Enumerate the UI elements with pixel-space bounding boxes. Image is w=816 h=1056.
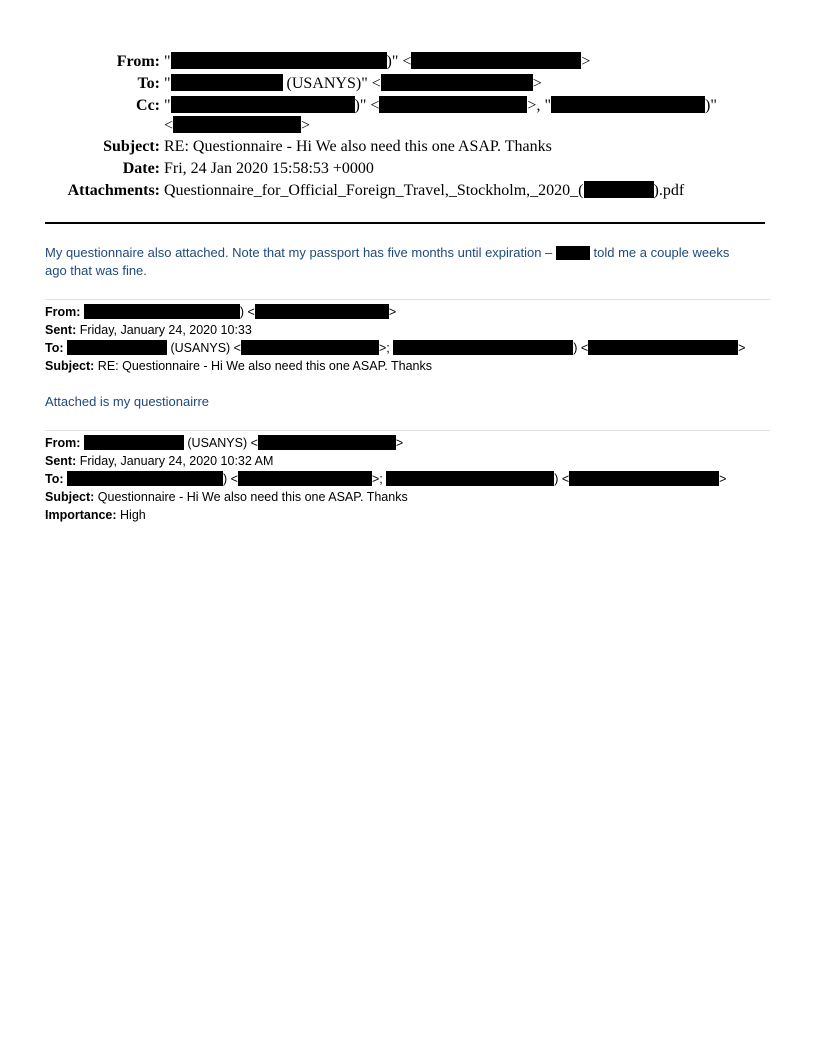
redaction-box — [386, 471, 554, 486]
subject-value: RE: Questionnaire - Hi We also need this one ASAP. Thanks — [164, 138, 552, 155]
redaction-box — [67, 340, 167, 355]
redaction-box — [379, 96, 527, 113]
redaction-box — [84, 304, 240, 319]
redaction-box — [173, 116, 301, 133]
quoted2-to — [45, 470, 726, 488]
cc-label: Cc: — [136, 97, 160, 114]
to-separator: (USANYS)" < — [282, 75, 381, 92]
attachment-name: Questionnaire_for_Official_Foreign_Travel,_Stockholm,_2020_( — [164, 182, 584, 199]
redaction-box — [381, 74, 533, 91]
date-label: Date: — [122, 160, 160, 177]
to-label: To: — [45, 341, 64, 355]
date-value: Fri, 24 Jan 2020 15:58:53 +0000 — [164, 160, 374, 177]
to-separator: (USANYS) < — [167, 341, 241, 355]
quoted2-subject — [45, 488, 408, 506]
redaction-box — [569, 471, 719, 486]
quoted1-subject — [45, 357, 432, 375]
to-label: To: — [137, 75, 160, 92]
from-value — [164, 52, 590, 72]
redaction-box — [241, 340, 379, 355]
redaction-box — [411, 52, 581, 69]
redaction-box — [84, 435, 184, 450]
from-label: From: — [116, 53, 160, 70]
quoted2-from — [45, 434, 403, 452]
header-divider — [45, 222, 765, 224]
redaction-box — [258, 435, 396, 450]
from-end: > — [388, 305, 397, 319]
attachment-link[interactable] — [164, 181, 684, 201]
angle-close: > — [301, 117, 311, 134]
from-separator: (USANYS) < — [183, 436, 258, 450]
to-separator: >; — [371, 472, 387, 486]
cc-end: )" — [704, 97, 717, 114]
redaction-box — [238, 471, 372, 486]
redaction-box — [556, 246, 590, 260]
from-separator: ) < — [239, 305, 255, 319]
angle-open: < — [164, 117, 174, 134]
attachments-label: Attachments: — [67, 182, 160, 199]
quote-separator — [45, 299, 770, 300]
redaction-box — [551, 96, 705, 113]
subject-label: Subject: — [103, 138, 160, 155]
redaction-box — [171, 74, 283, 91]
to-separator: ) < — [573, 341, 589, 355]
quoted2-sent — [45, 452, 273, 470]
to-separator: >; — [378, 341, 394, 355]
redaction-box — [67, 471, 223, 486]
redaction-box — [171, 96, 355, 113]
to-label: To: — [45, 472, 64, 486]
redaction-box — [255, 304, 389, 319]
message-text: told me a couple weeks — [589, 245, 730, 260]
from-label: From: — [45, 436, 81, 450]
to-end: > — [532, 75, 542, 92]
message-line-1 — [45, 244, 729, 262]
quote-mark: " — [164, 75, 171, 92]
to-separator: ) < — [554, 472, 570, 486]
from-end: > — [581, 53, 591, 70]
subject-label: Subject: — [45, 359, 95, 373]
redaction-box — [393, 340, 573, 355]
cc-separator: )" < — [354, 97, 380, 114]
from-end: > — [395, 436, 404, 450]
subject-value: Questionnaire - Hi We also need this one ASAP. Thanks — [94, 490, 408, 504]
sent-label: Sent: — [45, 454, 77, 468]
quoted2-importance — [45, 506, 146, 524]
importance-value: High — [116, 508, 146, 522]
quote-separator — [45, 430, 770, 431]
cc-value — [164, 96, 717, 116]
redaction-box — [584, 181, 654, 198]
redaction-box — [588, 340, 738, 355]
from-label: From: — [45, 305, 81, 319]
quoted1-from — [45, 303, 396, 321]
importance-label: Importance: — [45, 508, 117, 522]
message-body — [45, 244, 729, 280]
to-end: > — [719, 472, 727, 486]
quoted1-to — [45, 339, 745, 357]
sent-label: Sent: — [45, 323, 77, 337]
cc-value-line2 — [164, 116, 310, 136]
sent-value: Friday, January 24, 2020 10:33 — [76, 323, 252, 337]
to-value — [164, 74, 542, 94]
subject-label: Subject: — [45, 490, 95, 504]
cc-separator-2: >, " — [527, 97, 551, 114]
quote-mark: " — [164, 53, 171, 70]
message-text: My questionnaire also attached. Note that my passport has five months until expiration – — [45, 245, 556, 260]
subject-value: RE: Questionnaire - Hi We also need this one ASAP. Thanks — [94, 359, 433, 373]
quoted1-body: Attached is my questionairre — [45, 394, 210, 409]
attachment-ext: ).pdf — [653, 182, 685, 199]
to-separator: ) < — [223, 472, 238, 486]
quoted1-sent — [45, 321, 252, 339]
redaction-box — [171, 52, 387, 69]
message-line-2: ago that was fine. — [45, 263, 147, 278]
quote-mark: " — [164, 97, 171, 114]
to-end: > — [738, 341, 746, 355]
sent-value: Friday, January 24, 2020 10:32 AM — [76, 454, 274, 468]
from-separator: )" < — [386, 53, 412, 70]
